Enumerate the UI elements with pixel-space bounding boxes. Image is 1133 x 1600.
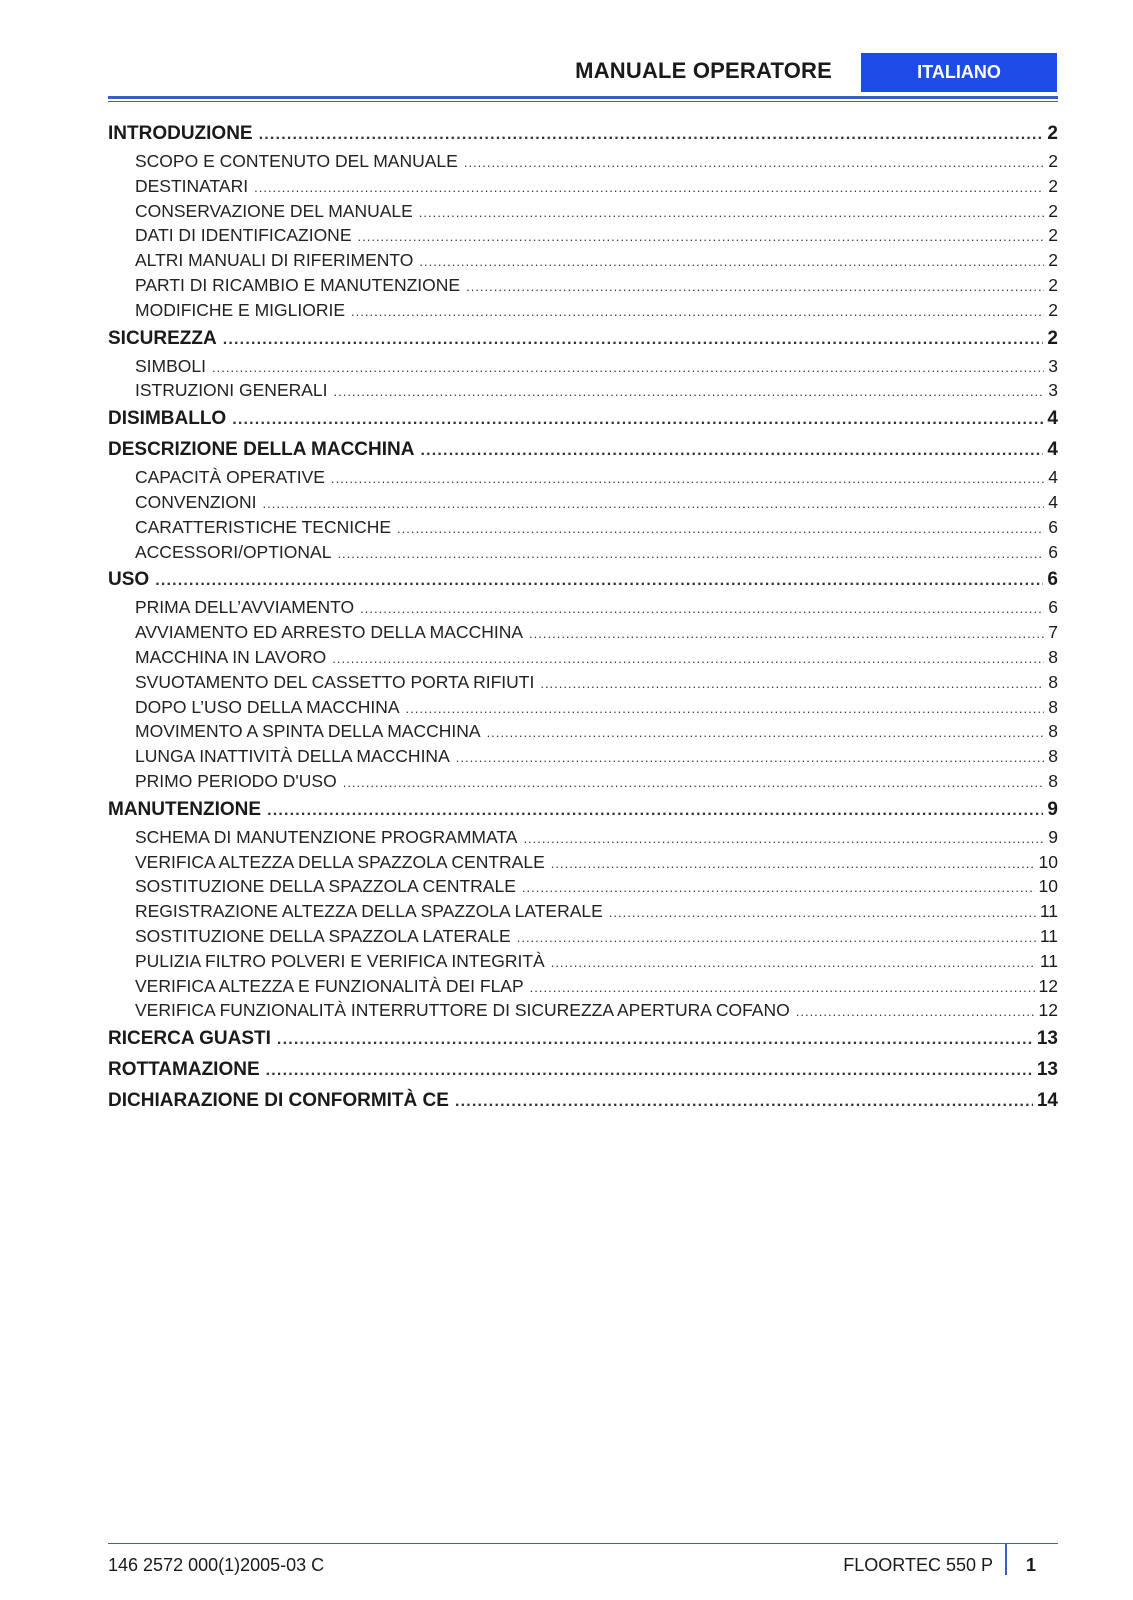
footer-rule xyxy=(108,1543,1058,1544)
dot-leader xyxy=(456,746,1045,769)
toc-entry[interactable] xyxy=(108,998,1058,1023)
toc-entry-title: AVVIAMENTO ED ARRESTO DELLA MACCHINA xyxy=(135,622,524,643)
toc-section[interactable] xyxy=(108,794,1058,825)
dot-leader xyxy=(464,151,1044,174)
toc-entry-page: 2 xyxy=(1048,151,1058,171)
toc-entry-page: 6 xyxy=(1048,516,1058,537)
toc-entry[interactable] xyxy=(108,298,1058,323)
toc-section[interactable] xyxy=(108,1085,1058,1116)
toc-entry[interactable] xyxy=(108,670,1058,695)
toc-section-page: 13 xyxy=(1036,1028,1058,1050)
toc-section-title: DICHIARAZIONE DI CONFORMITÀ CE xyxy=(108,1090,449,1112)
toc-entry-page: 2 xyxy=(1048,299,1058,320)
dot-leader xyxy=(223,324,1044,354)
toc-entry-title: PRIMO PERIODO D'USO xyxy=(135,770,337,791)
toc-entry-title: REGISTRAZIONE ALTEZZA DELLA SPAZZOLA LATERALE xyxy=(135,901,603,922)
toc-entry-page: 2 xyxy=(1048,274,1058,295)
toc-section-title: DESCRIZIONE DELLA MACCHINA xyxy=(108,439,415,461)
toc-section-title: DISIMBALLO xyxy=(108,408,227,430)
toc-entry[interactable] xyxy=(108,924,1058,949)
toc-section[interactable] xyxy=(108,403,1058,434)
dot-leader xyxy=(455,1086,1033,1116)
toc-section-title: ROTTAMAZIONE xyxy=(108,1059,260,1081)
toc-entry[interactable] xyxy=(108,719,1058,744)
toc-entry-page: 9 xyxy=(1048,826,1058,847)
toc-entry-page: 8 xyxy=(1048,746,1058,767)
toc-entry-page: 4 xyxy=(1048,491,1058,512)
toc-entry[interactable] xyxy=(108,540,1058,565)
toc-entry-page: 4 xyxy=(1048,467,1058,488)
toc-entry-page: 8 xyxy=(1048,696,1058,717)
toc-section-page: 2 xyxy=(1047,123,1058,144)
page-number: 1 xyxy=(1025,1555,1036,1575)
dot-leader xyxy=(277,1024,1033,1054)
dot-leader xyxy=(609,901,1036,924)
dot-leader xyxy=(155,565,1043,595)
dot-leader xyxy=(523,827,1044,850)
dot-leader xyxy=(529,622,1044,645)
toc-entry-title: PRIMA DELL’AVVIAMENTO xyxy=(135,597,355,618)
toc-entry-page: 8 xyxy=(1048,770,1058,791)
toc-entry-page: 2 xyxy=(1048,225,1058,246)
toc-entry-title: CONVENZIONI xyxy=(135,491,257,512)
machine-model: FLOORTEC 550 P xyxy=(843,1555,993,1575)
footer-separator xyxy=(1005,1543,1007,1575)
toc-section-page: 6 xyxy=(1047,569,1058,591)
dot-leader xyxy=(351,300,1044,323)
toc-entry-title: CONSERVAZIONE DEL MANUALE xyxy=(135,200,413,221)
dot-leader xyxy=(540,672,1044,695)
header-rule xyxy=(108,96,1058,99)
toc-entry-page: 3 xyxy=(1048,380,1058,401)
toc-entry-page: 10 xyxy=(1038,876,1058,897)
toc-entry-title: SCOPO E CONTENUTO DEL MANUALE xyxy=(135,151,458,171)
toc-entry-title: LUNGA INATTIVITÀ DELLA MACCHINA xyxy=(135,746,450,767)
toc-entry-title: DESTINATARI xyxy=(135,175,249,196)
dot-leader xyxy=(266,1055,1033,1085)
toc-entry[interactable] xyxy=(108,695,1058,720)
toc-section-page: 2 xyxy=(1047,327,1058,349)
toc-section[interactable] xyxy=(108,1023,1058,1054)
toc-entry-title: CAPACITÀ OPERATIVE xyxy=(135,467,325,488)
toc-section[interactable] xyxy=(108,118,1058,149)
manual-title: MANUALE OPERATORE xyxy=(575,58,832,83)
dot-leader xyxy=(517,926,1036,949)
toc-section-page: 4 xyxy=(1047,408,1058,430)
toc-entry-page: 3 xyxy=(1048,355,1058,376)
toc-section-page: 13 xyxy=(1036,1059,1058,1081)
toc-entry[interactable] xyxy=(108,825,1058,850)
toc-section-title: MANUTENZIONE xyxy=(108,798,262,820)
toc-entry[interactable] xyxy=(108,248,1058,273)
dot-leader xyxy=(263,492,1045,515)
toc-section[interactable] xyxy=(108,564,1058,595)
toc-entry[interactable] xyxy=(108,874,1058,899)
toc-entry-title: MOVIMENTO A SPINTA DELLA MACCHINA xyxy=(135,721,481,742)
dot-leader xyxy=(551,951,1036,974)
toc-section-page: 4 xyxy=(1047,439,1058,461)
toc-entry[interactable] xyxy=(108,620,1058,645)
dot-leader xyxy=(259,119,1044,149)
toc-entry-title: DATI DI IDENTIFICAZIONE xyxy=(135,225,352,246)
toc-entry-title: SOSTITUZIONE DELLA SPAZZOLA CENTRALE xyxy=(135,876,516,897)
toc-entry-title: ISTRUZIONI GENERALI xyxy=(135,380,328,401)
toc-entry[interactable] xyxy=(108,199,1058,224)
toc-entry-title: SOSTITUZIONE DELLA SPAZZOLA LATERALE xyxy=(135,925,511,946)
toc-entry[interactable] xyxy=(108,490,1058,515)
toc-entry-page: 8 xyxy=(1048,646,1058,667)
dot-leader xyxy=(419,250,1044,273)
toc-entry[interactable] xyxy=(108,465,1058,490)
toc-entry-page: 10 xyxy=(1038,851,1058,872)
toc-entry-title: ALTRI MANUALI DI RIFERIMENTO xyxy=(135,250,414,271)
dot-leader xyxy=(466,275,1044,298)
dot-leader xyxy=(331,467,1044,490)
toc-section-title: SICUREZZA xyxy=(108,327,217,349)
dot-leader xyxy=(232,404,1043,434)
toc-section[interactable] xyxy=(108,323,1058,354)
document-code: 146 2572 000(1)2005-03 C xyxy=(108,1555,325,1575)
toc-entry[interactable] xyxy=(108,174,1058,199)
toc-entry[interactable] xyxy=(108,949,1058,974)
dot-leader xyxy=(522,876,1035,899)
dot-leader xyxy=(358,225,1045,248)
toc-entry-page: 2 xyxy=(1048,200,1058,221)
toc-entry-page: 2 xyxy=(1048,250,1058,271)
dot-leader xyxy=(332,647,1044,670)
toc-entry[interactable] xyxy=(108,149,1058,174)
toc-section-title: RICERCA GUASTI xyxy=(108,1028,271,1050)
toc-entry[interactable] xyxy=(108,744,1058,769)
toc-entry-page: 6 xyxy=(1048,541,1058,562)
dot-leader xyxy=(267,795,1043,825)
toc-entry-page: 7 xyxy=(1048,622,1058,643)
toc-entry-page: 2 xyxy=(1048,175,1058,196)
toc-section-title: INTRODUZIONE xyxy=(108,123,253,144)
toc-entry-title: MODIFICHE E MIGLIORIE xyxy=(135,299,346,320)
toc-entry-title: VERIFICA ALTEZZA DELLA SPAZZOLA CENTRALE xyxy=(135,851,545,872)
toc-entry-page: 11 xyxy=(1039,950,1058,971)
toc-entry[interactable] xyxy=(108,273,1058,298)
toc-entry-title: VERIFICA ALTEZZA E FUNZIONALITÀ DEI FLAP xyxy=(135,975,524,996)
dot-leader xyxy=(530,976,1035,999)
dot-leader xyxy=(254,176,1044,199)
header-rule-thin xyxy=(108,101,1058,102)
toc-entry-title: SIMBOLI xyxy=(135,355,206,376)
toc-entry-title: ACCESSORI/OPTIONAL xyxy=(135,541,332,562)
toc-section-page: 14 xyxy=(1036,1090,1058,1112)
dot-leader xyxy=(360,597,1044,620)
toc-entry-page: 8 xyxy=(1048,671,1058,692)
toc-entry[interactable] xyxy=(108,378,1058,403)
toc-entry[interactable] xyxy=(108,223,1058,248)
toc-entry[interactable] xyxy=(108,645,1058,670)
dot-leader xyxy=(337,542,1044,565)
toc-entry-page: 12 xyxy=(1038,975,1058,996)
toc-section-page: 9 xyxy=(1047,798,1058,820)
toc-entry-title: VERIFICA FUNZIONALITÀ INTERRUTTORE DI SICUREZZA APERTURA COFANO xyxy=(135,1000,790,1021)
dot-leader xyxy=(551,852,1035,875)
dot-leader xyxy=(212,356,1044,379)
toc-entry[interactable] xyxy=(108,354,1058,379)
dot-leader xyxy=(343,771,1045,794)
toc-entry[interactable] xyxy=(108,850,1058,875)
toc-entry-page: 6 xyxy=(1048,597,1058,618)
dot-leader xyxy=(420,435,1043,465)
table-of-contents xyxy=(108,118,1058,1116)
toc-entry[interactable] xyxy=(108,515,1058,540)
toc-entry-title: PULIZIA FILTRO POLVERI E VERIFICA INTEGRITÀ xyxy=(135,950,545,971)
toc-entry-title: SVUOTAMENTO DEL CASSETTO PORTA RIFIUTI xyxy=(135,671,535,692)
toc-entry-page: 8 xyxy=(1048,721,1058,742)
toc-section[interactable] xyxy=(108,1054,1058,1085)
language-badge: ITALIANO xyxy=(861,53,1057,92)
toc-entry[interactable] xyxy=(108,595,1058,620)
dot-leader xyxy=(487,721,1045,744)
toc-entry-page: 11 xyxy=(1039,925,1058,946)
toc-section[interactable] xyxy=(108,434,1058,465)
dot-leader xyxy=(397,517,1044,540)
toc-entry[interactable] xyxy=(108,974,1058,999)
dot-leader xyxy=(406,697,1045,720)
toc-entry-title: MACCHINA IN LAVORO xyxy=(135,646,327,667)
toc-entry-title: CARATTERISTICHE TECNICHE xyxy=(135,516,392,537)
toc-entry[interactable] xyxy=(108,899,1058,924)
dot-leader xyxy=(419,201,1044,224)
toc-entry-title: SCHEMA DI MANUTENZIONE PROGRAMMATA xyxy=(135,826,518,847)
toc-entry-page: 12 xyxy=(1038,1000,1058,1021)
toc-section-title: USO xyxy=(108,569,150,591)
toc-entry-page: 11 xyxy=(1039,901,1058,922)
toc-entry[interactable] xyxy=(108,769,1058,794)
dot-leader xyxy=(796,1000,1035,1023)
toc-entry-title: DOPO L’USO DELLA MACCHINA xyxy=(135,696,400,717)
toc-entry-title: PARTI DI RICAMBIO E MANUTENZIONE xyxy=(135,274,461,295)
dot-leader xyxy=(334,380,1045,403)
